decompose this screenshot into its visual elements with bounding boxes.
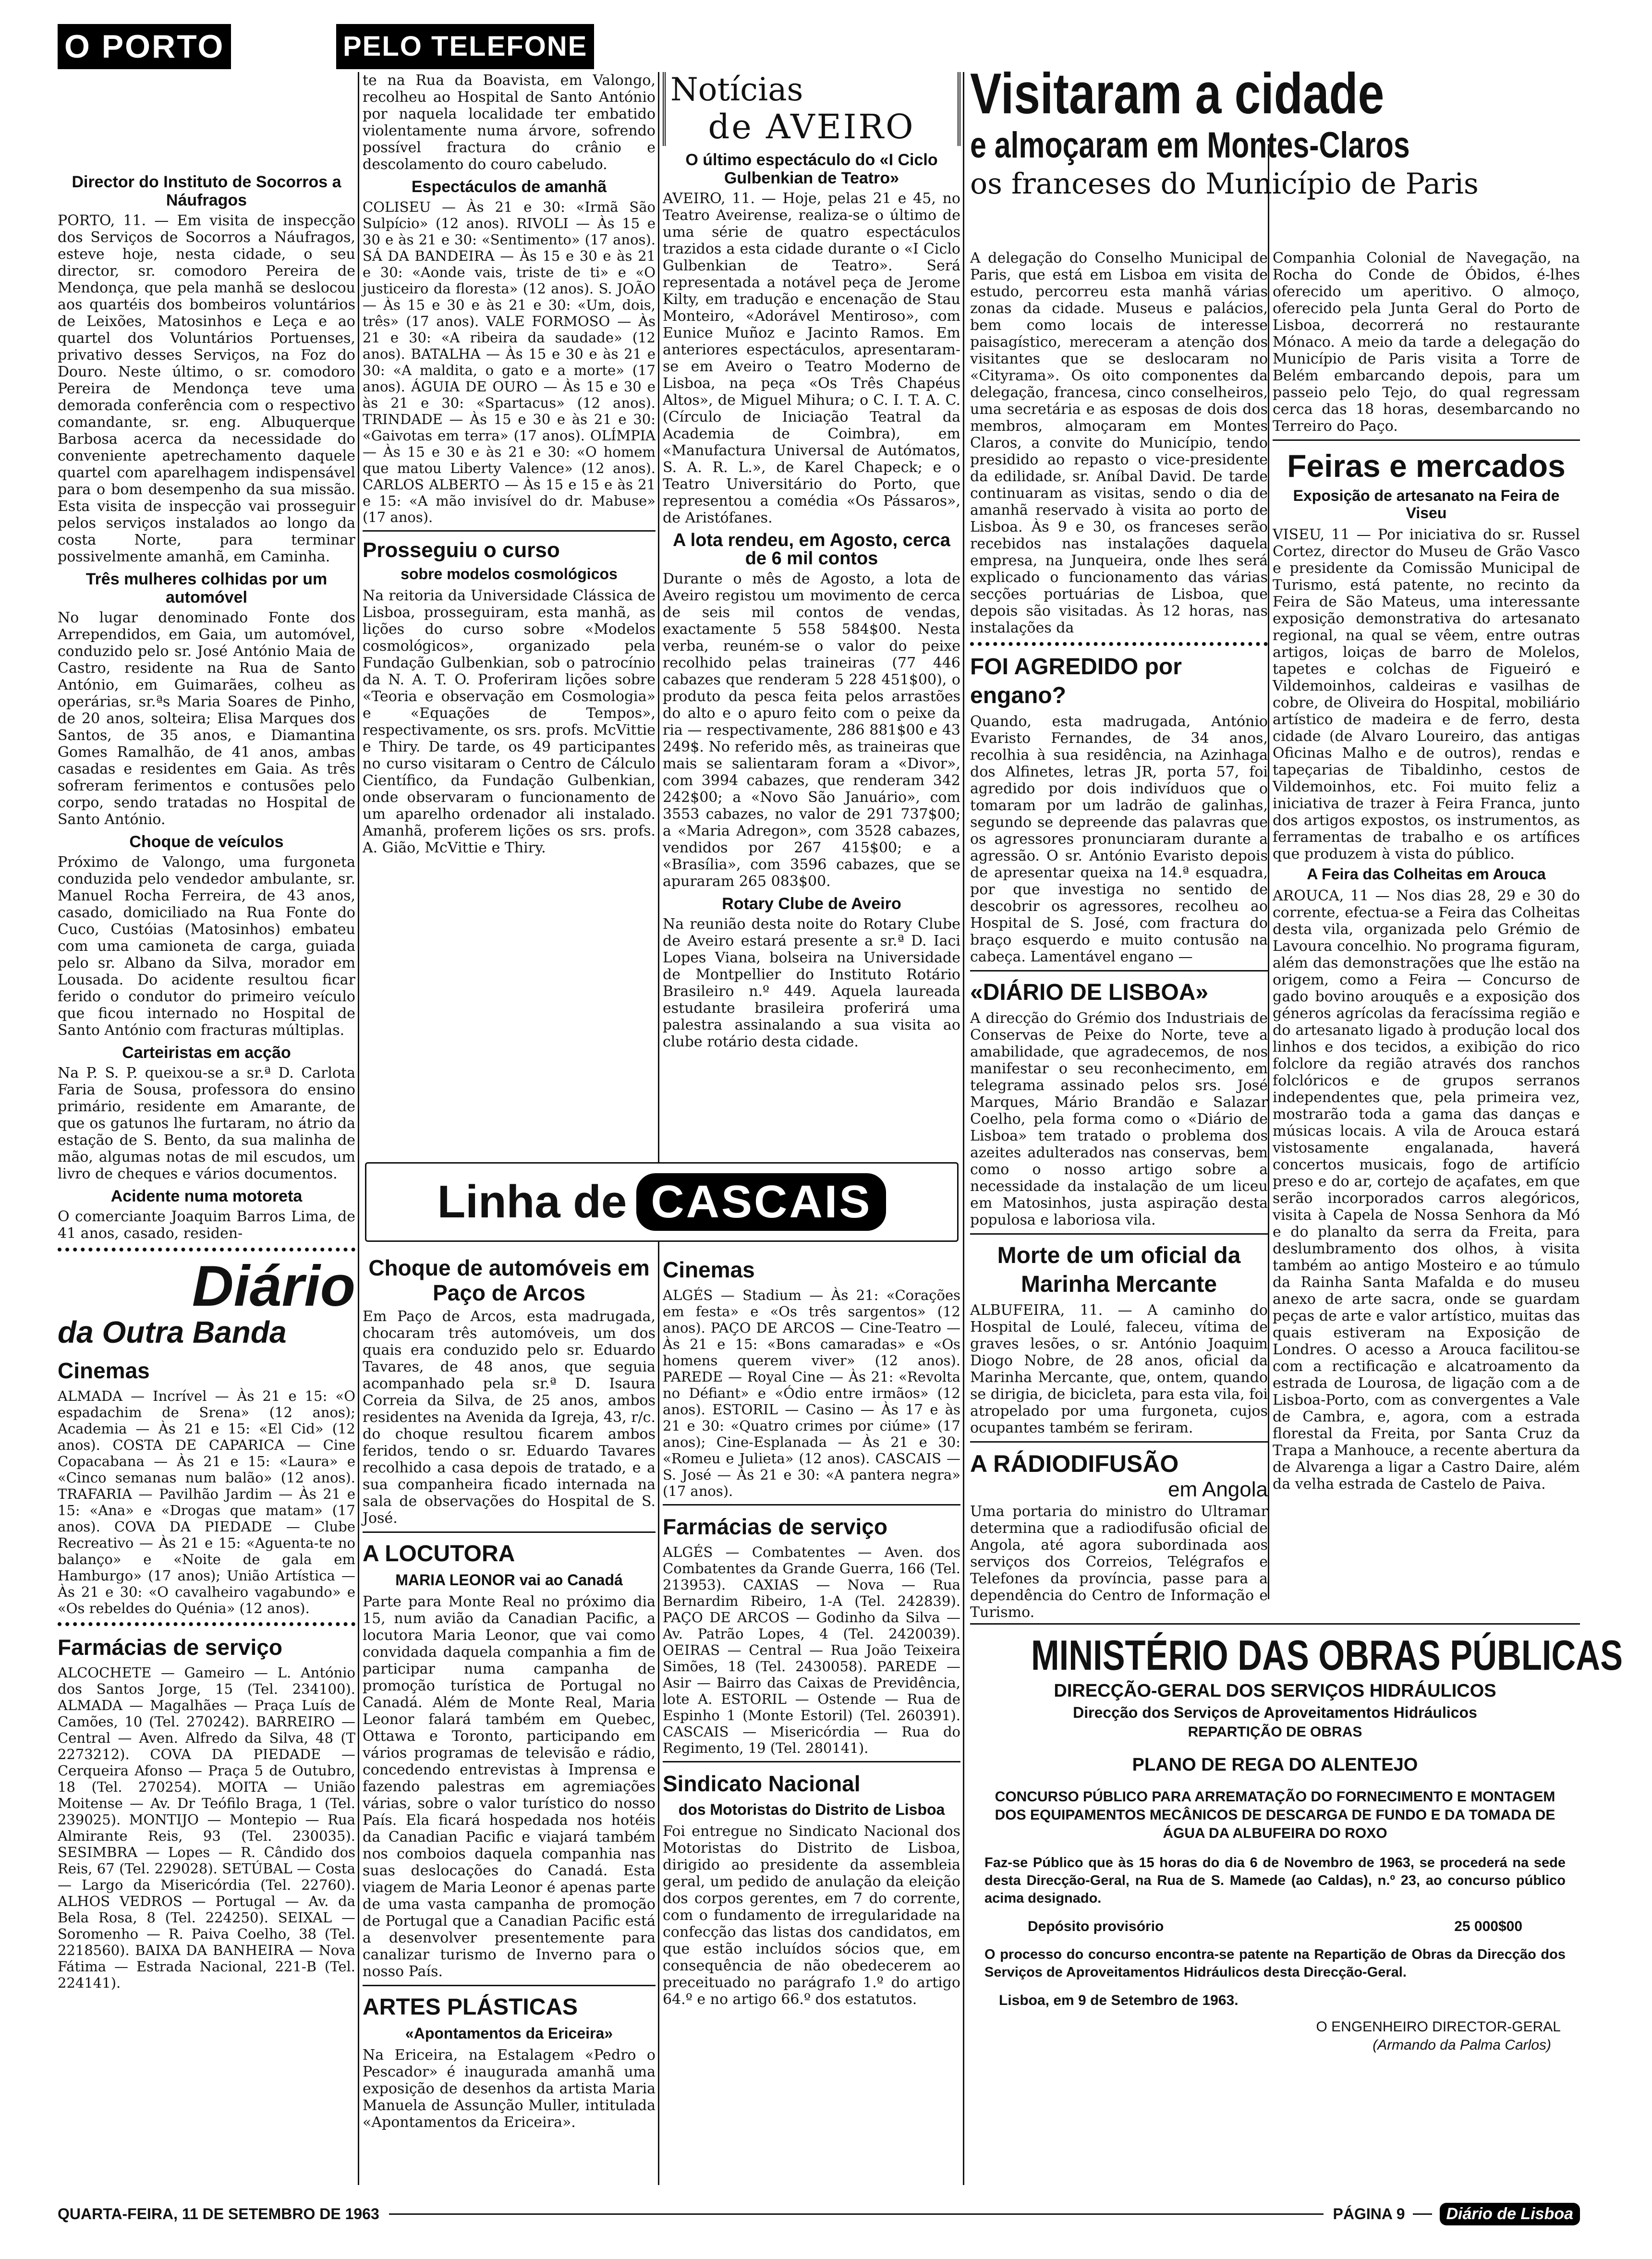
article-headline: A lota rendeu, em Agosto, cerca de 6 mil contos — [673, 530, 950, 569]
column-rule — [658, 72, 659, 2185]
article-body: Na P. S. P. queixou-se a sr.ª D. Carlota Faria de Sousa, professora do ensino primário, residente em Amarante, de que os gatunos lhe furtaram, no átrio da estação de S. Bento, da sua malinha de mão, algumas notas de mil escudos, um livro de cheques e vários documentos. — [58, 1065, 355, 1182]
article-headline: Choque de automóveis em Paço de Arcos — [368, 1255, 650, 1305]
noticias-subtitle: de AVEIRO — [708, 107, 915, 146]
diario-outra-banda-title: Diário — [192, 1254, 355, 1318]
article-headline: Director do Instituto de Socorros a Náufragos — [72, 173, 341, 209]
ministerio-processo: O processo do concurso encontra-se patente na Repartição de Obras da Direcção dos Serviços de Aproveitamentos Hidráulicos desta Direcção-Geral. — [984, 1947, 1566, 1980]
linha-label: Linha de — [437, 1176, 627, 1227]
article-body: AROUCA, 11 — Nos dias 28, 29 e 30 do corrente, efectua-se a Feira das Colheitas desta vila, organizada pelo Grémio de Lavoura concelhio. No programa figuram, além das demonstrações que lhe estão na origem, como a Feira — Concurso de gado bovino arouquês e a exposição dos géneros agrícolas da feracíssima região e do artesanato ligado à produção local dos linhos e dos tecidos, a exibição do rico folclore da região através dos ranchos folclóricos e de grupos serranos independentes que, pela primeira vez, mostrarão toda a gama das danças e músicas locais. A vila de Arouca estará vistosamente engalanada, haverá concertos musicais, fogo de artifício preso e do ar, cortejo de açafates, em que serão incorporados carros alegóricos, visita à Capela de Nossa Senhora da Mó e do planalto da serra da Freita, para deslumbramento dos olhos, à visita também ao antigo Mosteiro e ao túmulo da Rainha Santa Mafalda e do museu anexo de arte sacra, onde se guardam peças de arte e valor artístico, muitas das quais estiveram na Exposição de Londres. O acesso a Arouca facilitou-se com a rectificação e alcatroamento da estrada de Lourosa, de ligação com a de Lisboa-Porto, com as convergentes a Vale de Cambra, e, agora, com a estrada florestal da Freita, por Santa Cruz da Trapa a Manhouce, a recente abertura da de Alvarenga a ligar a Castro Daire, além da velha estrada de Castelo de Paiva. — [1273, 887, 1580, 1493]
article-body: te na Rua da Boavista, em Valongo, recolheu ao Hospital de Santo António por naquela localidade ter embatido violentamente numa árvore, sofrendo possível fractura do crânio e descolamento do couro cabeludo. — [363, 72, 656, 173]
article-body: O comerciante Joaquim Barros Lima, de 41 anos, casado, residen- — [58, 1208, 355, 1242]
article-body: Na reunião desta noite do Rotary Clube de Aveiro estará presente a sr.ª D. Iaci Lopes Viana, bolseira na Universidade de Montpellier do Instituto Rotário Brasileiro n.º 449. Aquela laureada estudante brasileira proferirá uma palestra assinalando a sua visita ao clube rotário desta cidade. — [663, 916, 960, 1050]
article-body: PORTO, 11. — Em visita de inspecção dos Serviços de Socorros a Náufragos, esteve hoje, nesta cidade, o seu director, sr. comodoro Pereira de Mendonça, que pela manhã se deslocou aos quartéis dos bombeiros voluntários de Leixões, Matosinhos e Leça e ao quartel dos Voluntários Portuenses, privativo desses Serviços, na Foz do Douro. Neste último, o sr. comodoro Pereira de Mendonça teve uma demorada conferência com o respectivo comandante, sr. eng. Albuquerque Barbosa acerca da necessidade do conveniente apetrechamento daquele quartel com aparelhagem indispensável para o bom desempenho da sua missão. Esta visita de inspecção vai prosseguir pelos serviços instalados ao longo da costa Norte, para terminar possivelmente amanhã, em Caminha. — [58, 212, 355, 565]
column-3-bottom — [663, 1249, 960, 2195]
article-body: VISEU, 11 — Por iniciativa do sr. Russel Cortez, director do Museu de Grão Vasco e presidente da Comissão Municipal de Turismo, está patente, no recinto da Feira de São Mateus, uma interessante exposição demonstrativa do artesanato regional, na qual se vêem, entre outras artigos, loiças de barro de Molelos, tapetes e colchas de Figueiró e Vildemoinhos, caldeiras e vasilhas de cobre, de Oliveira do Hospital, mobiliário artístico de madeira e de ferro, desta cidade (de Alvaro Loureiro, das antigas Oficinas Malho e de outros), rendas e tapeçarias de Tibaldinho, cestos de Vildemoinhos, etc. Foi muito feliz a iniciativa de trazer à Feira Franca, junto dos artigos expostos, os instrumentos, as ferramentas de trabalho e os artífices que produzem à vista do público. — [1273, 526, 1580, 862]
noticias-title: Notícias — [670, 71, 803, 108]
article-headline: Acidente numa motoreta — [110, 1187, 303, 1205]
article-headline: Rotary Clube de Aveiro — [722, 895, 901, 913]
section-headline: Cinemas — [58, 1358, 150, 1383]
article-body: Uma portaria do ministro do Ultramar determina que a radiodifusão oficial de Angola, até agora subordinada aos serviços dos Correios, Telégrafos e Telefones da província, passe para a dependência do Centro de Informação e Turismo. — [970, 1503, 1268, 1621]
article-subheadline: em Angola — [1168, 1478, 1268, 1501]
divider — [363, 1531, 656, 1533]
column-rule — [1268, 144, 1269, 1599]
ministerio-deposito — [970, 1917, 1580, 1936]
article-body: ALBUFEIRA, 11. — A caminho do Hospital de Loulé, faleceu, vítima de graves lesões, o sr. António Joaquim Diogo Nobre, de 28 anos, oficial da Marinha Mercante, que, ontem, quando se dirigia, de bicicleta, para esta vila, foi atropelado por uma furgoneta, cujos ocupantes também se feriram. — [970, 1302, 1268, 1436]
footer-brand: Diário de Lisboa — [1440, 2203, 1580, 2225]
listing-body: ALGÉS — Combatentes — Aven. dos Combatentes da Grande Guerra, 166 (Tel. 213953). CAXIAS — Nova — Rua Bernardim Ribeiro, 1-A (Tel. 242839). PAÇO DE ARCOS — Godinho da Silva — Av. Patrão Lopes, 4 (Tel. 2420039). OEIRAS — Central — Rua João Teixeira Simões, 18 (Tel. 2430058). PAREDE — Asir — Bairro das Caixas de Previdência, lote A. ESTORIL — Ostende — Rua de Espinho 1 (Monte Estoril) (Tel. 260391). CASCAIS — Misericórdia — Rua do Regimento, 19 (Tel. 280141). — [663, 1544, 960, 1756]
visitaram-headline-block — [970, 62, 1580, 202]
article-headline: Choque de veículos — [129, 833, 284, 851]
ministerio-notice — [970, 1623, 1623, 2148]
cascais-label: CASCAIS — [636, 1173, 886, 1231]
article-body: Na Ericeira, na Estalagem «Pedro o Pescador» é inaugurada amanhã uma exposição de desenhos da artista Maria Manuela de Assunção Muller, intitulada «Apontamentos da Ericeira». — [363, 2047, 656, 2131]
footer-rule — [389, 2213, 1324, 2215]
article-headline: Três mulheres colhidas por um automóvel — [85, 570, 328, 607]
section-headline: Farmácias de serviço — [663, 1514, 887, 1539]
ministerio-rep: REPARTIÇÃO DE OBRAS — [1188, 1724, 1362, 1740]
article-subheadline: A Feira das Colheitas em Arouca — [1307, 865, 1546, 883]
linha-cascais-banner — [365, 1162, 959, 1242]
footer-date: QUARTA-FEIRA, 11 DE SETEMBRO DE 1963 — [58, 2205, 379, 2223]
masthead-phone — [336, 24, 648, 70]
article-subheadline: dos Motoristas do Distrito de Lisboa — [678, 1801, 945, 1818]
ministerio-concurso: CONCURSO PÚBLICO PARA ARREMATAÇÃO DO FORNECIMENTO E MONTAGEM DOS EQUIPAMENTOS MECÂNICOS DE DESCARGA DE FUNDO E DA TOMADA DE ÁGUA DA ALBUFEIRA DO ROXO — [995, 1789, 1555, 1841]
deposito-label: Depósito provisório — [1028, 1919, 1164, 1934]
article-subheadline: sobre modelos cosmológicos — [401, 565, 618, 583]
column-5 — [1273, 250, 1580, 1609]
article-body: Parte para Monte Real no próximo dia 15, num avião da Canadian Pacific, a locutora Maria Leonor, que vai como convidada daquela companhia a fim de participar numa campanha de promoção turística de Portugal no Canadá. Além de Monte Real, Maria Leonor falará também em Quebec, Ottawa e Toronto, participando em vários programas de televisão e rádio, concedendo entrevistas à Imprensa e fazendo palestras em agremiações várias, sobre o valor turístico do nosso País. Ela ficará hospedada nos hotéis da Canadian Pacific e viajará também nos comboios daquela companhia nas suas deslocações do Canadá. Esta viagem de Maria Leonor é apenas parte de uma vasta campanha de promoção de Portugal que a Canadian Pacific está a desenvolver presentemente para canalizar turismo de Inverno para o nosso País. — [363, 1593, 656, 1980]
divider — [58, 1622, 355, 1626]
footer-rule — [1413, 2213, 1432, 2215]
section-headline: Feiras e mercados — [1287, 448, 1566, 484]
listing-body: ALGÉS — Stadium — Às 21: «Corações em festa» e «Os três sargentos» (12 anos). PAÇO DE ARCOS — Cine-Teatro — Às 21 e 15: «Bons camaradas» e «Os homens querem viver» (12 anos). PAREDE — Royal Cine — Às 21: «Revolta no Défiant» e «Ódio entre irmãos» (12 anos). ESTORIL — Casino — Às 17 e às 21 e 30: «Quatro crimes por ciúme» (17 anos); Cine-Esplanada — Às 21 e 30: «Romeu e Julieta» (12 anos). CASCAIS — S. José — Às 21 e 30: «A pantera negra» (17 anos). — [663, 1287, 960, 1499]
article-body: Próximo de Valongo, uma furgoneta conduzida pelo vendedor ambulante, sr. Manuel Rocha Ferreira, de 43 anos, casado, domiciliado na Rua Fonte do Cuco, Custóias (Matosinhos) embateu com uma camioneta de carga, guiada pelo sr. Albano da Silva, morador em Lousada. Do acidente resultou ficar ferido o condutor do primeiro veículo que ficou internado no Hospital de Santo António com fracturas múltiplas. — [58, 854, 355, 1039]
listing-body: COLISEU — Às 21 e 30: «Irmã São Sulpício» (12 anos). RIVOLI — Às 15 e 30 e às 21 e 30: «Sentimento» (17 anos). SÁ DA BANDEIRA — Às 15 e 30 e às 21 e 30: «Aonde vais, triste de ti» e «O justiceiro da floresta» (12 anos). S. JOÃO — Às 15 e 30 e às 21 e 30: «Um, dois, três» (17 anos). VALE FORMOSO — Às 21 e 30: «A ribeira da saudade» (12 anos). BATALHA — Às 15 e 30 e às 21 e 30: «A maldita, o gato e a morte» (17 anos). ÁGUIA DE OURO — Às 15 e 30 e às 21 e 30: «Spartacus» (12 anos). TRINDADE — Às 15 e 30 e às 21 e 30: «Gaivotas em terra» (17 anos). OLÍMPIA — Às 15 e 30 e às 21 e 30: «O homem que matou Liberty Valence» (12 anos). CARLOS ALBERTO — Às 15 e 15 e às 21 e 15: «A mão invisível do dr. Mabuse» (17 anos). — [363, 199, 656, 525]
article-body: Companhia Colonial de Navegação, na Rocha do Conde de Óbidos, é-lhes oferecido um aperitivo. O almoço, oferecido pela Junta Geral do Porto de Lisboa, decorrerá no restaurante Mónaco. A meio da tarde a delegação do Município de Paris visita a Torre de Belém embarcando depois, para um passeio pelo Tejo, do qual regressam cerca das 18 horas, desembarcando no Terreiro do Paço. — [1273, 250, 1580, 435]
column-2 — [363, 72, 656, 1162]
article-subheadline: Exposição de artesanato na Feira de Viseu — [1293, 487, 1560, 522]
article-body: Na reitoria da Universidade Clássica de Lisboa, prosseguiram, esta manhã, as lições do curso sobre «Modelos cosmológicos», organizado pela Fundação Gulbenkian, sob o patrocínio da N. A. T. O. Proferiram lições sobre «Teoria e observação em Cosmologia» e «Equações de Tempos», respectivamente, os srs. profs. McVittie e Thiry. De tarde, os 49 participantes no curso visitaram o Centro de Cálculo Científico, da Fundação Gulbenkian, onde observaram o funcionamento de um aparelho ordenador ali instalado. Amanhã, proferem lições os srs. profs. A. Gião, McVittie e Thiry. — [363, 587, 656, 856]
column-3-top — [663, 72, 960, 1162]
divider — [663, 1761, 960, 1762]
visitaram-subheadline-2: os franceses do Município de Paris — [970, 167, 1479, 201]
ministerio-dg: DIRECÇÃO-GERAL DOS SERVIÇOS HIDRÁULICOS — [1054, 1681, 1496, 1701]
column-4 — [970, 250, 1268, 1621]
diario-outra-banda-subtitle: da Outra Banda — [58, 1315, 287, 1349]
ministerio-plano: PLANO DE REGA DO ALENTEJO — [1132, 1755, 1418, 1775]
visitaram-headline: Visitaram a cidade — [970, 61, 1385, 126]
divider — [58, 1248, 355, 1251]
column-1 — [58, 72, 355, 2195]
article-body: Em Paço de Arcos, esta madrugada, chocaram três automóveis, um dos quais era conduzido pelo sr. Eduardo Tavares, de 48 anos, que seguia acompanhado pela sr.ª D. Isaura Correia da Silva, de 25 anos, ambos residentes na Avenida da Igreja, 43, r/c. do choque resultou ficarem ambos feridos, tendo o sr. Eduardo Tavares recolhido a casa depois de tratado, e a sua companheira ficado internada na sala de observações do Hospital de S. José. — [363, 1308, 656, 1527]
section-headline: Cinemas — [663, 1257, 755, 1282]
article-headline: Sindicato Nacional — [663, 1771, 861, 1796]
column-rule — [358, 72, 359, 2185]
masthead-porto — [58, 24, 336, 70]
article-body: Foi entregue no Sindicato Nacional dos Motoristas do Distrito de Lisboa, dirigido ao presidente da assembleia geral, um pedido de anulação da eleição dos corpos gerentes, em 7 do corrente, com o fundamento de irregularidade na confecção das listas dos candidatos, em que estão incluídos sócios que, em consequência de não obedecerem ao preceituado no parágrafo 1.º do artigo 64.º e no artigo 66.º dos estatutos. — [663, 1823, 960, 2008]
section-headline: Farmácias de serviço — [58, 1635, 282, 1660]
article-headline: «DIÁRIO DE LISBOA» — [970, 980, 1209, 1005]
divider — [363, 530, 656, 532]
noticias-box — [663, 72, 960, 146]
article-headline: Morte de um oficial da Marinha Mercante — [997, 1243, 1241, 1297]
ministerio-name: (Armando da Palma Carlos) — [1373, 2037, 1551, 2053]
deposito-value: 25 000$00 — [1454, 1919, 1522, 1934]
divider — [663, 1504, 960, 1506]
column-2-bottom — [363, 1249, 656, 2195]
divider — [970, 970, 1268, 972]
article-headline: A LOCUTORA — [363, 1541, 515, 1567]
listing-body: ALMADA — Incrível — Às 21 e 15: «O espadachim de Srena» (12 anos); Academia — Às 21 e 15: «El Cid» (12 anos). COSTA DE CAPARICA — Cine Copacabana — Às 21 e 15: «Laura» e «Cinco semanas num balão» (12 anos). TRAFARIA — Pavilhão Jardim — Às 21 e 15: «Ana» e «Drogas que matam» (17 anos). COVA DA PIEDADE — Clube Recreativo — Às 21 e 15: «Aguenta-te no balanço» e «Noite de gala em Hamburgo» (17 anos); União Artística — Às 21 e 30: «O cavalheiro vagabundo» e «Os rebeldes do Quénia» (12 anos). — [58, 1388, 355, 1616]
article-body: Durante o mês de Agosto, a lota de Aveiro registou um movimento de cerca de seis mil contos de vendas, exactamente 5 558 584$00. Nesta verba, reuném-se o valor do peixe recolhido pelas traineiras (77 446 cabazes que renderam 5 228 451$00), o produto da pesca feita pelos arrastões do alto e o apuro feito com o peixe da ria — respectivamente, 286 881$00 e 43 249$. No referido mês, as traineiras que mais se salientaram foram a «Divor», com 3994 cabazes, que renderam 342 242$00; a «Novo São Januário», com 3553 cabazes, no valor de 291 737$00; a «Maria Adregon», com 3528 cabazes, vendidos por 267 415$00; e a «Brasília», com 3596 cabazes, que se apuraram 265 083$00. — [663, 571, 960, 890]
article-headline: Carteiristas em acção — [122, 1044, 291, 1062]
masthead-phone-label: PELO TELEFONE — [336, 24, 594, 69]
ministerio-faz-se: Faz-se Público que às 15 horas do dia 6 de Novembro de 1963, se procederá na sede desta Direcção-Geral, na Rua de S. Mamede (ao Caldas), n.º 23, ao concurso público acima designado. — [984, 1855, 1566, 1906]
visitaram-subheadline: e almoçaram em Montes-Claros — [970, 125, 1410, 166]
divider — [970, 642, 1268, 646]
divider — [970, 1233, 1268, 1235]
article-headline: O último espectáculo do «I Ciclo Gulbenkian de Teatro» — [685, 151, 938, 187]
article-body: No lugar denominado Fonte dos Arrependidos, em Gaia, um automóvel, conduzido pelo sr. José António Maia de Castro, residente na Rua de Santo António, em Guimarães, colheu as operárias, sr.ªs Maria Soares de Pinho, de 20 anos, solteira; Elisa Marques dos Santos, de 35 anos, e Diamantina Gomes Ramalhão, de 41 anos, ambas casadas e residentes em Gaia. As três sofreram ferimentos e contusões pelo corpo, sendo tratadas no Hospital de Santo António. — [58, 609, 355, 828]
footer-page: PÁGINA 9 — [1333, 2205, 1405, 2223]
article-headline: Prosseguiu o curso — [363, 538, 560, 562]
divider — [970, 1441, 1268, 1443]
footer — [58, 2199, 1580, 2228]
article-body: A delegação do Conselho Municipal de Paris, que está em Lisboa em visita de estudo, percorreu esta manhã várias zonas da cidade. Museus e palácios, bem como locais de interesse paisagístico, mereceram a atenção dos visitantes que se deslocaram no «Cityrama». Os oito componentes da delegação, francesa, cinco conselheiros, uma secretária e as esposas de dois dos membros, almoçaram em Montes Claros, a convite do Município, tendo presidido ao repasto o vice-presidente da edilidade, sr. Aníbal David. De tarde continuaram as visitas, sendo o dia de amanhã reservado à visita ao porto de Lisboa. Às 9 e 30, os franceses serão recebidos nas instalações daquela empresa, na Junqueira, onde lhes será explicado o funcionamento das várias secções portuárias de Lisboa, que depois são visitadas. Às 12 horas, nas instalações da — [970, 250, 1268, 636]
listing-body: ALCOCHETE — Gameiro — L. António dos Santos Jorge, 15 (Tel. 234100). ALMADA — Magalhães — Praça Luís de Camões, 10 (Tel. 270242). BARREIRO — Central — Aven. Alfredo da Silva, 48 (T 2273212). COVA DA PIEDADE — Cerqueira Afonso — Praça 5 de Outubro, 18 (Tel. 270254). MOITA — União Moitense — Av. Dr Teófilo Braga, 1 (Tel. 239025). MONTIJO — Montepio — Rua Almirante Reis, 93 (Tel. 230035). SESIMBRA — Lopes — R. Cândido dos Reis, 67 (Tel. 229028). SETÚBAL — Costa — Largo da Misericórdia (Tel. 22760). ALHOS VEDROS — Portugal — Av. da Bela Rosa, 8 (Tel. 224250). SEIXAL — Soromenho — R. Paiva Coelho, 38 (Tel. 2218560). BAIXA DA BANHEIRA — Nova Fátima — Estrada Nacional, 221-B (Tel. 224141). — [58, 1664, 355, 1991]
article-headline: Espectáculos de amanhã — [411, 178, 607, 196]
ministerio-date: Lisboa, em 9 de Setembro de 1963. — [999, 1992, 1239, 2008]
ministerio-title: MINISTÉRIO DAS OBRAS PÚBLICAS — [1031, 1631, 1623, 1679]
divider — [363, 1985, 656, 1986]
article-body: AVEIRO, 11. — Hoje, pelas 21 e 45, no Teatro Aveirense, realiza-se o último de uma série de quatro espectáculos trazidos a esta cidade durante o «I Ciclo Gulbenkian de Teatro». Será representada a notável peça de Jerome Kilty, em tradução e encenação de Stau Monteiro, «Adorável Mentiroso», com Eunice Muñoz e Jacinto Ramos. Em anteriores espectáculos, apresentaram-se em Aveiro o Teatro Moderno de Lisboa, na peça «Os Três Chapéus Altos», de Miguel Mihura; o C. I. T. A. C. (Círculo de Iniciação Teatral da Academia de Coimbra), em «Manufactura Universal de Autómatos, S. A. R. L.», de Karel Chapeck; e o Teatro Universitário do Porto, que representou a comédia «Os Pássaros», de Aristófanes. — [663, 190, 960, 526]
article-headline: FOI AGREDIDO por engano? — [970, 654, 1182, 708]
ministerio-eng: O ENGENHEIRO DIRECTOR-GERAL — [1316, 2019, 1561, 2035]
article-headline: ARTES PLÁSTICAS — [363, 1994, 578, 2020]
article-subheadline: MARIA LEONOR vai ao Canadá — [395, 1571, 623, 1589]
column-rule — [963, 72, 964, 2185]
masthead-porto-label: O PORTO — [58, 24, 231, 69]
article-body: A direcção do Grémio dos Industriais de Conservas de Peixe do Norte, teve a amabilidade, que agradecemos, de nos manifestar o seu reconhecimento, em telegrama assinado pelos srs. José Marques, Mário Brandão e Salazar Coelho, pela forma como o «Diário de Lisboa» tem tratado o problema dos azeites adulterados nas conservas, bem como o nosso artigo sobre a necessidade da instalação de um liceu em Matosinhos, justa aspiração desta populosa e laboriosa vila. — [970, 1010, 1268, 1228]
divider — [1273, 439, 1580, 441]
article-headline: A RÁDIODIFUSÃO — [970, 1450, 1179, 1477]
article-body: Quando, esta madrugada, António Evaristo Fernandes, de 34 anos, recolhia à sua residência, na Azinhaga dos Alfinetes, letras JR, porta 57, foi agredido por dois indivíduos que o tomaram por um ladrão de galinhas, segundo se depreende das palavras que os agressores pronunciaram durante a agressão. O sr. António Evaristo depois de apresentar queixa na 14.ª esquadra, por que investiga no sentido de descobrir os agressores, recolheu ao Hospital de S. José, com fractura do braço esquerdo e muito contusão na cabeça. Lamentável engano — — [970, 713, 1268, 965]
ministerio-ds: Direcção dos Serviços de Aproveitamentos Hidráulicos — [1073, 1704, 1477, 1721]
article-subheadline: «Apontamentos da Ericeira» — [405, 2025, 613, 2042]
